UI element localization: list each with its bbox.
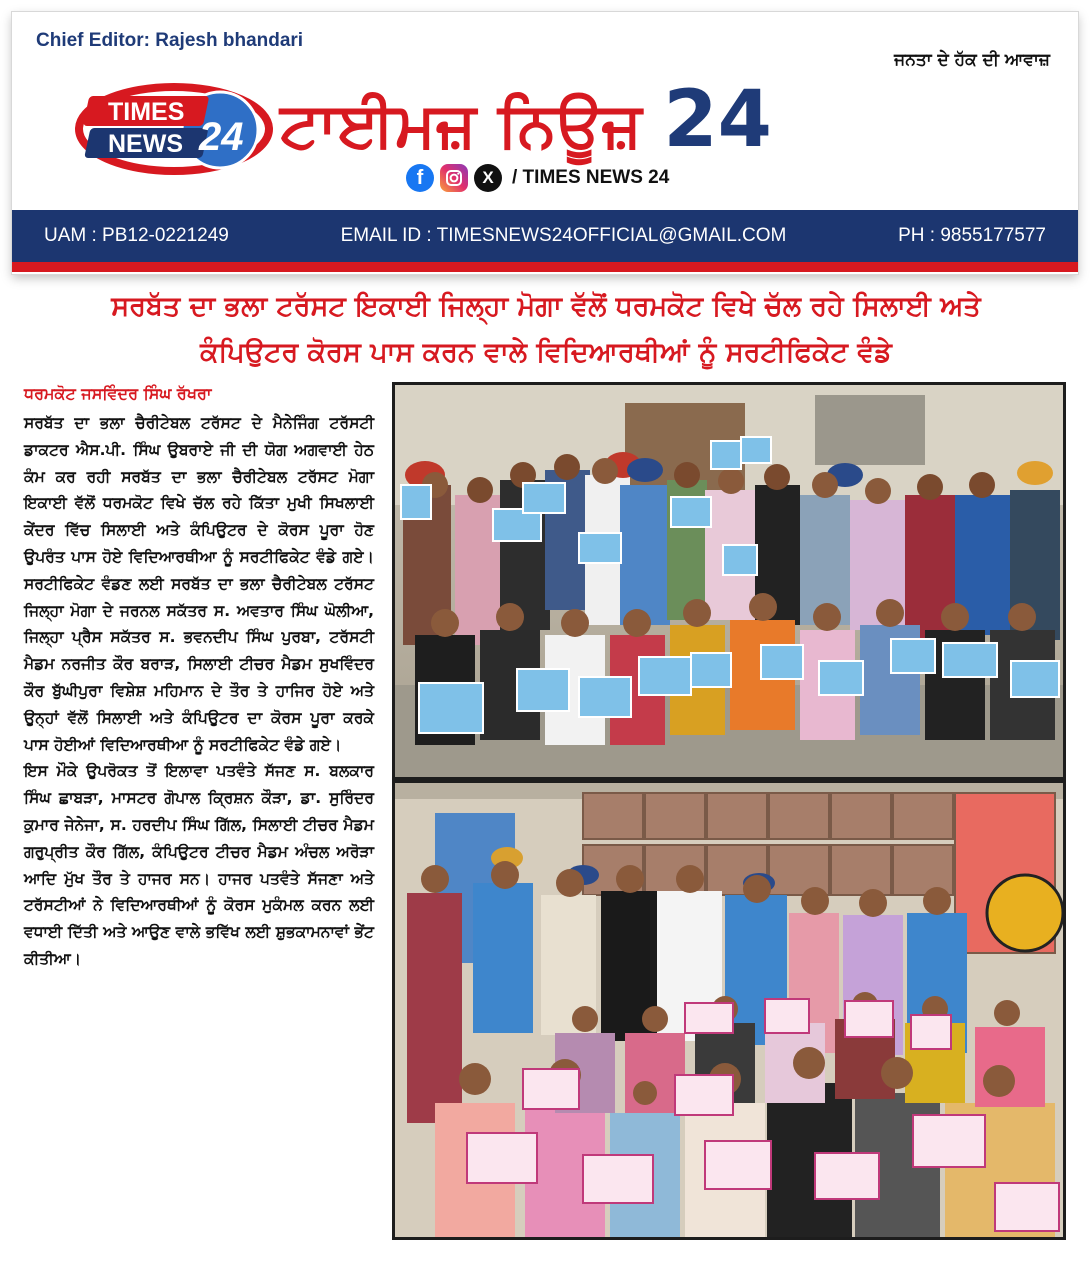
times-news-24-logo (74, 74, 274, 184)
dateline: ਧਰਮਕੋਟ ਜਸਵਿੰਦਰ ਸਿੰਘ ਰੱਖਰਾ (24, 384, 212, 403)
social-handle: / TIMES NEWS 24 (512, 167, 670, 188)
logo-text-24: 24 (199, 115, 244, 159)
masthead (12, 12, 1078, 274)
newspaper-title (280, 70, 1060, 170)
headline-line-1: ਸਰਬੱਤ ਦਾ ਭਲਾ ਟਰੱਸਟ ਇਕਾਈ ਜਿਲ੍ਹਾ ਮੋਗਾ ਵੱਲੋਂ ਧਰਮਕੋਟ ਵਿਖੇ ਚੱਲ ਰਹੇ ਸਿਲਾਈ ਅਤੇ (111, 291, 981, 322)
chief-editor: Chief Editor: Rajesh bhandari (36, 30, 304, 51)
phone-number[interactable]: PH : 9855177577 (898, 225, 1046, 246)
photo-group-computer-students (392, 382, 1066, 780)
tagline: ਜਨਤਾ ਦੇ ਹੱਕ ਦੀ ਆਵਾਜ਼ (894, 50, 1050, 70)
email-address[interactable]: EMAIL ID : TIMESNEWS24OFFICIAL@GMAIL.COM (340, 225, 787, 246)
title-number: 24 (663, 75, 772, 165)
red-divider (12, 262, 1078, 272)
headline-line-2: ਕੰਪਿਉਟਰ ਕੋਰਸ ਪਾਸ ਕਰਨ ਵਾਲੇ ਵਿਦਿਆਰਥੀਆਂ ਨੂੰ ਸਰਟੀਫਿਕੇਟ ਵੰਡੇ (200, 337, 892, 368)
photo-group-tailoring-students (392, 780, 1066, 1240)
logo-text-news: NEWS (108, 130, 183, 158)
logo-text-times: TIMES (108, 98, 185, 126)
article-body (24, 410, 374, 973)
title-punjabi: ਟਾਈਮਜ਼ ਨਿਊਜ਼ (280, 88, 642, 161)
x-icon[interactable]: X (474, 164, 502, 192)
contact-bar (12, 210, 1078, 262)
instagram-icon[interactable] (440, 164, 468, 192)
facebook-icon[interactable]: f (406, 164, 434, 192)
article-paragraph-2: ਇਸ ਮੌਕੇ ਉਪਰੋਕਤ ਤੋਂ ਇਲਾਵਾ ਪਤਵੰਤੇ ਸੱਜਣ ਸ. ਬਲਕਾਰ ਸਿੰਘ ਛਾਬੜਾ, ਮਾਸਟਰ ਗੋਪਾਲ ਕ੍ਰਿਸ਼ਨ ਕੌੜਾ, ਡਾ. ਸੁਰਿੰਦਰ ਕੁਮਾਰ ਜੇਨੇਜਾ, ਸ. ਹਰਦੀਪ ਸਿੰਘ ਗਿੱਲ, ਸਿਲਾਈ ਟੀਚਰ ਮੈਡਮ ਗਰੁਪ੍ਰੀਤ ਕੌਰ ਗਿੱਲ, ਕੰਪਿਉਟਰ ਟੀਚਰ ਮੈਡਮ ਅੰਚਲ ਅਰੋੜਾ ਆਦਿ ਮੁੱਖ ਤੌਰ ਤੇ ਹਾਜਰ ਸਨ। ਹਾਜਰ ਪਤਵੰਤੇ ਸੱਜਣਾ ਅਤੇ ਟਰੱਸਟੀਆਂ ਨੇ ਵਿਦਿਆਰਥੀਆਂ ਨੂੰ ਕੋਰਸ ਮੁਕੰਮਲ ਕਰਨ ਲਈ ਵਧਾਈ ਦਿੱਤੀ ਅਤੇ ਆਉਣ ਵਾਲੇ ਭਵਿੱਖ ਲਈ ਸ਼ੁਭਕਾਮਨਾਵਾਂ ਭੇਂਟ ਕੀਤੀਆ। (24, 762, 374, 968)
article-headline (20, 284, 1072, 376)
social-links (406, 162, 669, 194)
uam-number: UAM : PB12-0221249 (44, 225, 229, 246)
article-paragraph-1: ਸਰਬੱਤ ਦਾ ਭਲਾ ਚੈਰੀਟੇਬਲ ਟਰੱਸਟ ਦੇ ਮੈਨੇਜਿੰਗ ਟਰੱਸਟੀ ਡਾਕਟਰ ਐਸ.ਪੀ. ਸਿੰਘ ਉਬਰਾਏ ਜੀ ਦੀ ਯੋਗ ਅਗਵਾਈ ਹੇਠ ਕੰਮ ਕਰ ਰਹੀ ਸਰਬੱਤ ਦਾ ਭਲਾ ਚੈਰੀਟੇਬਲ ਟਰੱਸਟ ਮੋਗਾ ਇਕਾਈ ਵੱਲੋਂ ਧਰਮਕੋਟ ਵਿਖੇ ਚੱਲ ਰਹੇ ਕਿੱਤਾ ਮੁਖੀ ਸਿਖਲਾਈ ਕੇਂਦਰ ਵਿੱਚ ਸਿਲਾਈ ਅਤੇ ਕੰਪਿਉਟਰ ਦੇ ਕੋਰਸ ਪੂਰਾ ਹੋਣ ਉਪਰੰਤ ਪਾਸ ਹੋਏ ਵਿਦਿਆਰਥੀਆ ਨੂੰ ਸਰਟੀਫਿਕੇਟ ਵੰਡੇ ਗਏ। ਸਰਟੀਫਿਕੇਟ ਵੰਡਣ ਲਈ ਸਰਬੱਤ ਦਾ ਭਲਾ ਚੈਰੀਟੇਬਲ ਟਰੱਸਟ ਜਿਲ੍ਹਾ ਮੋਗਾ ਦੇ ਜਰਨਲ ਸਕੱਤਰ ਸ. ਅਵਤਾਰ ਸਿੰਘ ਘੋਲੀਆ, ਜਿਲ੍ਹਾ ਪ੍ਰੈਸ ਸਕੱਤਰ ਸ. ਭਵਨਦੀਪ ਸਿੰਘ ਪੁਰਬਾ, ਟਰੱਸਟੀ ਮੈਡਮ ਨਰਜੀਤ ਕੌਰ ਬਰਾੜ, ਸਿਲਾਈ ਟੀਚਰ ਮੈਡਮ ਸੁਖਵਿੰਦਰ ਕੌਰ ਬੁੱਘੀਪੁਰਾ ਵਿਸ਼ੇਸ਼ ਮਹਿਮਾਨ ਦੇ ਤੌਰ ਤੇ ਹਾਜਿਰ ਹੋਏ ਅਤੇ ਉਨ੍ਹਾਂ ਵੱਲੋਂ ਸਿਲਾਈ ਅਤੇ ਕੰਪਿਉਟਰ ਦਾ ਕੋਰਸ ਪੂਰਾ ਕਰਕੇ ਪਾਸ ਹੋਈਆਂ ਵਿਦਿਆਰਥੀਆ ਨੂੰ ਸਰਟੀਫਿਕੇਟ ਵੰਡੇ ਗਏ। (24, 414, 374, 754)
